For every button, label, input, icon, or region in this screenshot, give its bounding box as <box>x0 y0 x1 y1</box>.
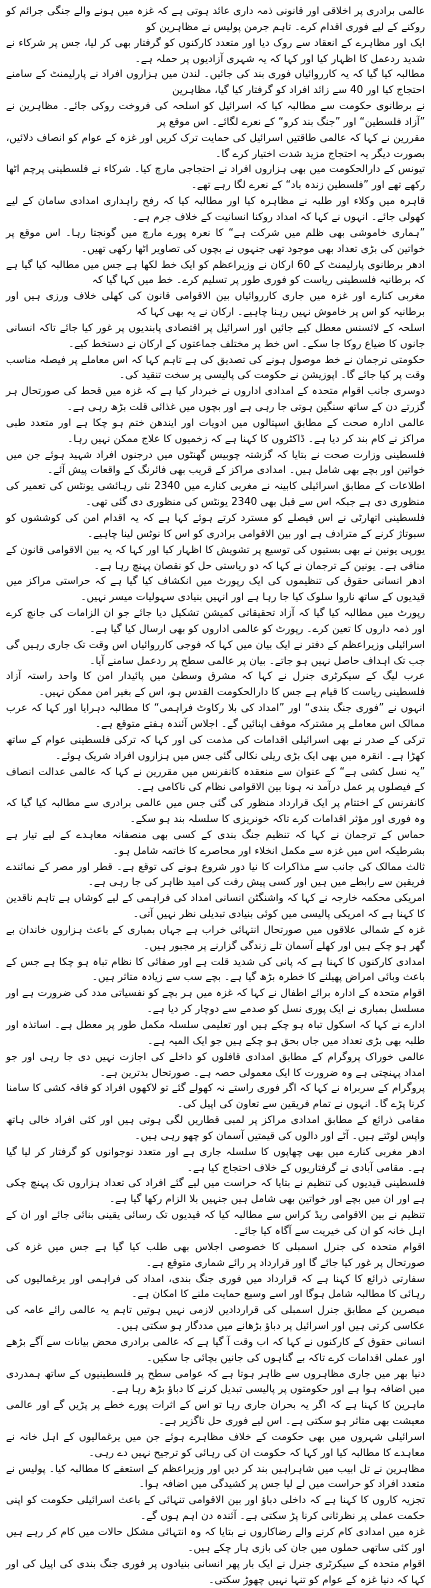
article-line: دوسری جانب اقوام متحدہ کے امدادی اداروں نے خبردار کیا ہے کہ غزہ میں قحط کی صورتحال ہر گزرتے دن کے ساتھ سنگین ہوتی جا رہی ہے اور بچوں میں غذائی قلت بڑھ رہی ہے۔ <box>6 386 425 414</box>
article-line: ترکی کے صدر نے بھی اسرائیلی اقدامات کی مذمت کی اور کہا کہ ترکی فلسطینی عوام کے ساتھ کھڑا ہے۔ انقرہ میں بھی ایک بڑی ریلی نکالی گئی جس میں ہزاروں افراد شریک ہوئے۔ <box>6 734 425 762</box>
article-line: غزہ کے شمالی علاقوں میں صورتحال انتہائی خراب ہے جہاں بمباری کے باعث ہزاروں خاندان بے گھر ہو چکے ہیں اور کھلے آسمان تلے زندگی گزارنے پر مجبور ہیں۔ <box>6 924 425 952</box>
article-line: مقررین نے کہا کہ عالمی طاقتیں اسرائیل کی حمایت ترک کریں اور غزہ کے عوام کو انصاف دلائیں، بصورت دیگر یہ احتجاج مزید شدت اختیار کرے گا۔ <box>6 132 425 160</box>
article-line: اطلاعات کے مطابق اسرائیلی کابینہ نے مغربی کنارے میں 2340 نئی رہائشی یونٹس کی تعمیر کی منظوری دی ہے جبکہ اس سے قبل بھی 2340 یونٹس کی منظوری دی گئی تھی۔ <box>6 481 425 509</box>
article-line: اقوام متحدہ کے ادارہ برائے اطفال نے کہا کہ غزہ میں ہر بچے کو نفسیاتی مدد کی ضرورت ہے اور مسلسل بمباری نے ایک پوری نسل کو صدمے سے دوچار کر دیا ہے۔ <box>6 988 425 1016</box>
article-line: دنیا بھر میں جاری مظاہروں سے ظاہر ہوتا ہے کہ عوامی سطح پر فلسطینیوں کے ساتھ ہمدردی میں اضافہ ہوا ہے اور حکومتوں پر پالیسی تبدیل کرنے کا دباؤ بڑھ رہا ہے۔ <box>6 1368 425 1396</box>
article-line: فلسطینی اتھارٹی نے اس فیصلے کو مسترد کرتے ہوئے کہا ہے کہ یہ اقدام امن کی کوششوں کو سبوتاژ کرنے کے مترادف ہے اور بین الاقوامی برادری کو اس کا نوٹس لینا چاہیے۔ <box>6 513 425 540</box>
article-line: فلسطینی وزارت صحت نے بتایا کہ گزشتہ چوبیس گھنٹوں میں درجنوں افراد شہید ہوئے جن میں خواتین اور بچے بھی شامل ہیں۔ امدادی مراکز کے قریب بھی فائرنگ کے واقعات پیش آئے۔ <box>6 449 425 477</box>
article-line: تیونس کے دارالحکومت میں بھی ہزاروں افراد نے احتجاجی مارچ کیا۔ شرکاء نے فلسطینی پرچم اٹھا رکھے تھے اور ”فلسطین زندہ باد“ کے نعرے لگا رہے تھے۔ <box>6 164 425 192</box>
article-line: مقامی ذرائع کے مطابق امدادی مراکز پر لمبی قطاریں لگی ہوتی ہیں اور کئی افراد خالی ہاتھ واپس لوٹتے ہیں۔ آٹے اور دالوں کی قیمتیں آسمان کو چھو رہی ہیں۔ <box>6 1115 425 1142</box>
article-line: ماہرین کا کہنا ہے کہ اگر یہ بحران جاری رہا تو اس کے اثرات پورے خطے پر پڑیں گے اور عالمی معیشت بھی متاثر ہو سکتی ہے۔ اس لیے فوری حل ناگزیر ہے۔ <box>6 1400 425 1428</box>
article-line: انسانی حقوق کے کارکنوں نے کہا کہ اب وقت آ گیا ہے کہ عالمی برادری محض بیانات سے آگے بڑھے اور عملی اقدامات کرے تاکہ بے گناہوں کی جانیں بچائی جا سکیں۔ <box>6 1336 425 1364</box>
article-line: ثالث ممالک کی جانب سے مذاکرات کا نیا دور شروع ہونے کی توقع ہے۔ قطر اور مصر کے نمائندے فریقین سے رابطے میں ہیں اور کسی پیش رفت کی امید ظاہر کی جا رہی ہے۔ <box>6 861 425 889</box>
article-line: قاہرہ میں وکلاء اور طلبہ نے مظاہرہ کیا اور مطالبہ کیا کہ رفح راہداری امدادی سامان کے لیے کھولی جائے۔ انہوں نے کہا کہ امداد روکنا انسانیت کے خلاف جرم ہے۔ <box>6 196 425 223</box>
article-line: عالمی ادارہ صحت کے مطابق اسپتالوں میں ادویات اور ایندھن ختم ہو چکا ہے اور متعدد طبی مراکز نے کام بند کر دیا ہے۔ ڈاکٹروں کا کہنا ہے کہ زخمیوں کا علاج ممکن نہیں رہا۔ <box>6 417 425 445</box>
article-line: مطالبہ کیا گیا کہ یہ کارروائیاں فوری بند کی جائیں۔ لندن میں ہزاروں افراد نے پارلیمنٹ کے سامنے احتجاج کیا اور 40 سے زائد افراد کو گرفتار کیا گیا، مظاہرین <box>6 69 425 97</box>
article-line: سفارتی ذرائع کا کہنا ہے کہ قرارداد میں فوری جنگ بندی، امداد کی فراہمی اور یرغمالیوں کی رہائی کا مطالبہ شامل ہوگا اور اسے وسیع حمایت ملنے کا امکان ہے۔ <box>6 1273 425 1301</box>
article-line: فلسطینی قیدیوں کی تنظیم نے بتایا کہ حراست میں لیے گئے افراد کی تعداد ہزاروں تک پہنچ چکی ہے اور ان میں بچے اور خواتین بھی شامل ہیں جنہیں بلا الزام رکھا گیا ہے۔ <box>6 1178 425 1206</box>
article-line: پروگرام کے سربراہ نے کہا کہ اگر فوری راستے نہ کھولے گئے تو لاکھوں افراد کو فاقہ کشی کا سامنا کرنا پڑے گا۔ انہوں نے تمام فریقین سے تعاون کی اپیل کی۔ <box>6 1083 425 1111</box>
article-line: رپورٹ میں مطالبہ کیا گیا کہ آزاد تحقیقاتی کمیشن تشکیل دیا جائے جو ان الزامات کی جانچ کرے اور ذمہ داروں کا تعین کرے۔ رپورٹ کو عالمی اداروں کو بھی ارسال کیا گیا ہے۔ <box>6 608 425 635</box>
article-line: انہوں نے ”فوری جنگ بندی“ اور ”امداد کی بلا رکاوٹ فراہمی“ کا مطالبہ دہرایا اور کہا کہ عرب ممالک اس معاملے پر مشترکہ موقف اپنائیں گے۔ اجلاس آئندہ ہفتے متوقع ہے۔ <box>6 703 425 730</box>
article-line: عالمی خوراک پروگرام کے مطابق امدادی قافلوں کو داخلے کی اجازت نہیں دی جا رہی اور جو امداد پہنچتی ہے وہ ضرورت کا ایک معمولی حصہ ہے۔ صورتحال بدترین ہے۔ <box>6 1051 425 1079</box>
article-line: ادارے نے کہا کہ اسکول تباہ ہو چکے ہیں اور تعلیمی سلسلہ مکمل طور پر معطل ہے۔ اساتذہ اور طلبہ بھی بڑی تعداد میں جاں بحق ہو چکے ہیں جو ایک المیہ ہے۔ <box>6 1020 425 1047</box>
article-line: عالمی برادری پر اخلاقی اور قانونی ذمہ داری عائد ہوتی ہے کہ غزہ میں ہونے والے جنگی جرائم کو روکنے کے لیے فوری اقدام کرے۔ تاہم جرمن پولیس نے مظاہرین کو <box>6 6 425 33</box>
article-line: ادھر انسانی حقوق کی تنظیموں کی ایک رپورٹ میں انکشاف کیا گیا ہے کہ حراستی مراکز میں قیدیوں کے ساتھ ناروا سلوک کیا جا رہا ہے اور انہیں بنیادی سہولیات میسر نہیں۔ <box>6 576 425 604</box>
article-line: اسرائیلی شہروں میں بھی حکومت کے خلاف مظاہرے ہوئے جن میں یرغمالیوں کے اہل خانہ نے معاہدے کا مطالبہ کیا اور کہا کہ حکومت ان کی رہائی کو ترجیح نہیں دے رہی۔ <box>6 1431 425 1459</box>
article-line: امدادی کارکنوں کا کہنا ہے کہ پانی کی شدید قلت ہے اور صفائی کا نظام تباہ ہو چکا ہے جس کے باعث وبائی امراض پھیلنے کا خطرہ بڑھ گیا ہے۔ بچے سب سے زیادہ متاثر ہیں۔ <box>6 956 425 984</box>
article-line: ”ہماری خاموشی بھی ظلم میں شرکت ہے“ کا نعرہ پورے مارچ میں گونجتا رہا۔ اس موقع پر خواتین کی بڑی تعداد بھی موجود تھی جنہوں نے بچوں کی تصاویر اٹھا رکھی تھیں۔ <box>6 227 425 255</box>
article-line: اقوام متحدہ کے سیکرٹری جنرل نے ایک بار پھر انسانی بنیادوں پر فوری جنگ بندی کی اپیل کی اور کہا کہ دنیا غزہ کے عوام کو تنہا نہیں چھوڑ سکتی۔ <box>6 1558 425 1586</box>
article-line: حکومتی ترجمان نے خط موصول ہونے کی تصدیق کی ہے تاہم کہا کہ اس معاملے پر فیصلہ مناسب وقت پر کیا جائے گا۔ اپوزیشن نے حکومت کی پالیسی پر سخت تنقید کی۔ <box>6 354 425 382</box>
article-line: مغربی کنارے اور غزہ میں جاری کارروائیاں بین الاقوامی قانون کی کھلی خلاف ورزی ہیں اور برطانیہ کو اس پر خاموش نہیں رہنا چاہیے۔ ارکان نے یہ بھی کہا کہ <box>6 291 425 319</box>
article-line: ادھر برطانوی پارلیمنٹ کے 60 ارکان نے وزیراعظم کو ایک خط لکھا ہے جس میں مطالبہ کیا گیا ہے کہ برطانیہ فلسطینی ریاست کو فوری طور پر تسلیم کرے۔ خط میں کہا گیا کہ <box>6 259 425 287</box>
article-line: حماس کے ترجمان نے کہا کہ تنظیم جنگ بندی کے کسی بھی منصفانہ معاہدے کے لیے تیار ہے بشرطیکہ اس میں غزہ سے مکمل انخلاء اور محاصرے کا خاتمہ شامل ہو۔ <box>6 829 425 857</box>
article-line: غزہ میں امدادی کام کرنے والے رضاکاروں نے بتایا کہ وہ انتہائی مشکل حالات میں کام کر رہے ہیں اور کئی ساتھی حملوں میں جان کی بازی ہار چکے ہیں۔ <box>6 1527 425 1554</box>
article-line: ”یہ نسل کشی ہے“ کے عنوان سے منعقدہ کانفرنس میں مقررین نے کہا کہ عالمی عدالت انصاف کے فیصلوں پر عمل درآمد نہ ہونا بین الاقوامی نظام کی ناکامی ہے۔ <box>6 766 425 794</box>
article-line: تجزیہ کاروں کا کہنا ہے کہ داخلی دباؤ اور بین الاقوامی تنہائی کے باعث اسرائیلی حکومت کو اپنی حکمت عملی پر نظرثانی کرنا پڑ سکتی ہے۔ آئندہ دن اہم ہوں گے۔ <box>6 1495 425 1523</box>
article-line: مظاہرین نے تل ابیب میں شاہراہیں بند کر دیں اور وزیراعظم کے استعفے کا مطالبہ کیا۔ پولیس نے متعدد افراد کو حراست میں لے لیا جس پر کشیدگی میں اضافہ ہوا۔ <box>6 1463 425 1491</box>
article-line: کانفرنس کے اختتام پر ایک قرارداد منظور کی گئی جس میں عالمی برادری سے مطالبہ کیا گیا کہ وہ فوری اور مؤثر اقدامات کرے تاکہ خونریزی کا سلسلہ بند ہو سکے۔ <box>6 798 425 826</box>
article-line: یورپی یونین نے بھی بستیوں کی توسیع پر تشویش کا اظہار کیا اور کہا کہ یہ بین الاقوامی قانون کے منافی ہے۔ یونین کے ترجمان نے کہا کہ دو ریاستی حل کو نقصان پہنچ رہا ہے۔ <box>6 544 425 572</box>
news-article-column <box>6 4 425 1586</box>
article-line: ایک اور مظاہرے کے انعقاد سے روک دیا اور متعدد کارکنوں کو گرفتار بھی کر لیا، جس پر شرکاء نے شدید ردعمل کا اظہار کیا اور کہا کہ یہ شہری آزادیوں پر حملہ ہے۔ <box>6 37 425 65</box>
article-line: اقوام متحدہ کی جنرل اسمبلی کا خصوصی اجلاس بھی طلب کیا گیا ہے جس میں غزہ کی صورتحال پر غور کیا جائے گا اور قرارداد پر رائے شماری متوقع ہے۔ <box>6 1241 425 1269</box>
article-line: امریکی محکمہ خارجہ نے کہا کہ واشنگٹن انسانی امداد کی فراہمی کے لیے کوشاں ہے تاہم ناقدین کا کہنا ہے کہ امریکی پالیسی میں کوئی بنیادی تبدیلی نظر نہیں آتی۔ <box>6 893 425 921</box>
article-line: مبصرین کے مطابق جنرل اسمبلی کی قراردادیں لازمی نہیں ہوتیں تاہم یہ عالمی رائے عامہ کی عکاسی کرتی ہیں اور اسرائیل پر دباؤ بڑھانے میں مددگار ہو سکتی ہیں۔ <box>6 1305 425 1333</box>
article-line: تنظیم نے بین الاقوامی ریڈ کراس سے مطالبہ کیا کہ قیدیوں تک رسائی یقینی بنائی جائے اور ان کے اہل خانہ کو ان کی خیریت سے آگاہ کیا جائے۔ <box>6 1210 425 1237</box>
article-line: اسلحہ کے لائسنس معطل کیے جائیں اور اسرائیل پر اقتصادی پابندیوں پر غور کیا جائے تاکہ انسانی جانوں کا ضیاع روکا جا سکے۔ اس خط پر مختلف جماعتوں کے ارکان نے دستخط کیے۔ <box>6 322 425 350</box>
article-line: عرب لیگ کے سیکرٹری جنرل نے کہا کہ مشرق وسطیٰ میں پائیدار امن کا واحد راستہ آزاد فلسطینی ریاست کا قیام ہے جس کا دارالحکومت القدس ہو، اس کے بغیر امن ممکن نہیں۔ <box>6 671 425 699</box>
article-line: اسرائیلی وزیراعظم کے دفتر نے ایک بیان میں کہا کہ فوجی کارروائیاں اس وقت تک جاری رہیں گی جب تک اہداف حاصل نہیں ہو جاتے۔ بیان پر عالمی سطح پر ردعمل سامنے آیا۔ <box>6 639 425 667</box>
article-line: ادھر مغربی کنارے میں بھی چھاپوں کا سلسلہ جاری ہے اور متعدد نوجوانوں کو گرفتار کر لیا گیا ہے۔ مقامی آبادی نے گرفتاریوں کے خلاف احتجاج کیا ہے۔ <box>6 1146 425 1174</box>
article-line: نے برطانوی حکومت سے مطالبہ کیا کہ اسرائیل کو اسلحہ کی فروخت روکی جائے۔ مظاہرین نے ”آزاد فلسطین“ اور ”جنگ بند کرو“ کے نعرے لگائے۔ اس موقع پر <box>6 101 425 128</box>
